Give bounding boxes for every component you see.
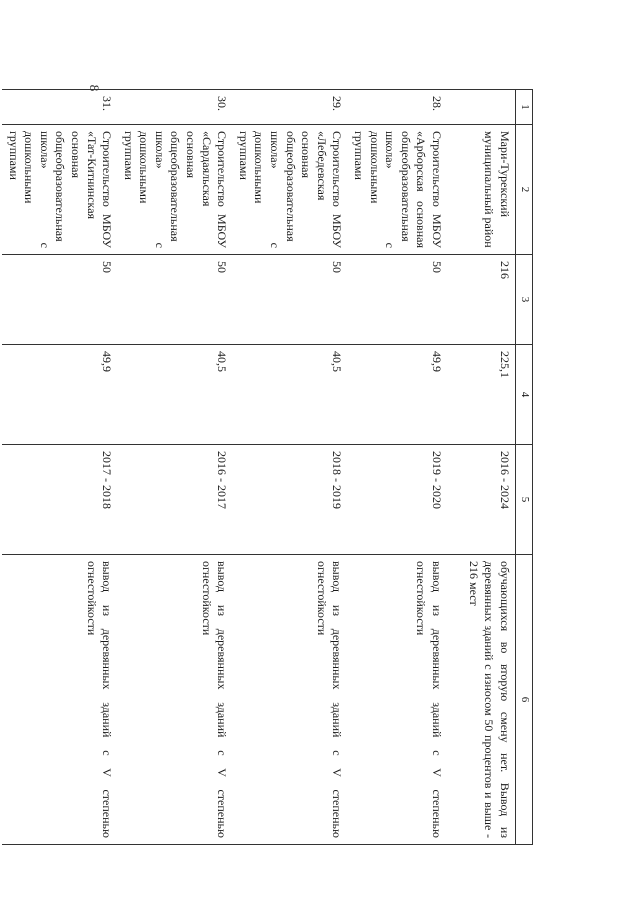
column-header: 1	[516, 90, 533, 125]
column-header: 3	[516, 255, 533, 345]
row-capacity: 50	[232, 255, 347, 345]
column-header: 4	[516, 345, 533, 445]
region-num-cell	[447, 90, 516, 125]
column-header: 2	[516, 125, 533, 255]
region-row	[447, 90, 516, 845]
row-period: 2016 - 2017	[117, 445, 232, 555]
rotated-page-content	[6, 89, 533, 844]
row-number: 31.	[2, 90, 117, 125]
row-name: Строительство МБОУ «Арборская основная общеобразовательная школа» с дошкольными группами	[347, 125, 447, 255]
row-area: 40,5	[117, 345, 232, 445]
region-note: обучающихся во вторую смену нет. Вывод из деревянных зданий с износом 50 процентов и выше - 216 мест	[447, 555, 516, 845]
row-capacity: 50	[347, 255, 447, 345]
row-area: 49,9	[2, 345, 117, 445]
column-header: 5	[516, 445, 533, 555]
program-table	[2, 89, 533, 845]
row-name: Строительство МБОУ «Лебедевская основная общеобразовательная школа» с дошкольными группами	[232, 125, 347, 255]
row-number: 30.	[117, 90, 232, 125]
row-number: 29.	[232, 90, 347, 125]
row-name: Строительство МБОУ «Тат-Китнинская основная общеобразовательная школа» с дошкольными группами	[2, 125, 117, 255]
row-name: Строительство МБОУ «Сардаяльская основная общеобразовательная школа» с дошкольными группами	[117, 125, 232, 255]
row-area: 40,5	[232, 345, 347, 445]
row-note: вывод из деревянных зданий с V степенью огнестойкости	[347, 555, 447, 845]
region-capacity: 216	[447, 255, 516, 345]
region-period: 2016 - 2024	[447, 445, 516, 555]
table-row	[347, 90, 447, 845]
table-row	[117, 90, 232, 845]
row-area: 49,9	[347, 345, 447, 445]
row-capacity: 50	[117, 255, 232, 345]
row-note: вывод из деревянных зданий с V степенью огнестойкости	[232, 555, 347, 845]
row-note: вывод из деревянных зданий с V степенью огнестойкости	[2, 555, 117, 845]
row-period: 2018 - 2019	[232, 445, 347, 555]
row-period: 2019 - 2020	[347, 445, 447, 555]
region-area: 225,1	[447, 345, 516, 445]
row-period: 2017 - 2018	[2, 445, 117, 555]
table-row	[2, 90, 117, 845]
column-header: 6	[516, 555, 533, 845]
row-capacity: 50	[2, 255, 117, 345]
row-number: 28.	[347, 90, 447, 125]
table-header-row	[516, 90, 533, 845]
region-name: Мари-Турекский муниципальный район	[447, 125, 516, 255]
table-row	[232, 90, 347, 845]
row-note: вывод из деревянных зданий с V степенью огнестойкости	[117, 555, 232, 845]
page-number: 8	[87, 84, 102, 92]
